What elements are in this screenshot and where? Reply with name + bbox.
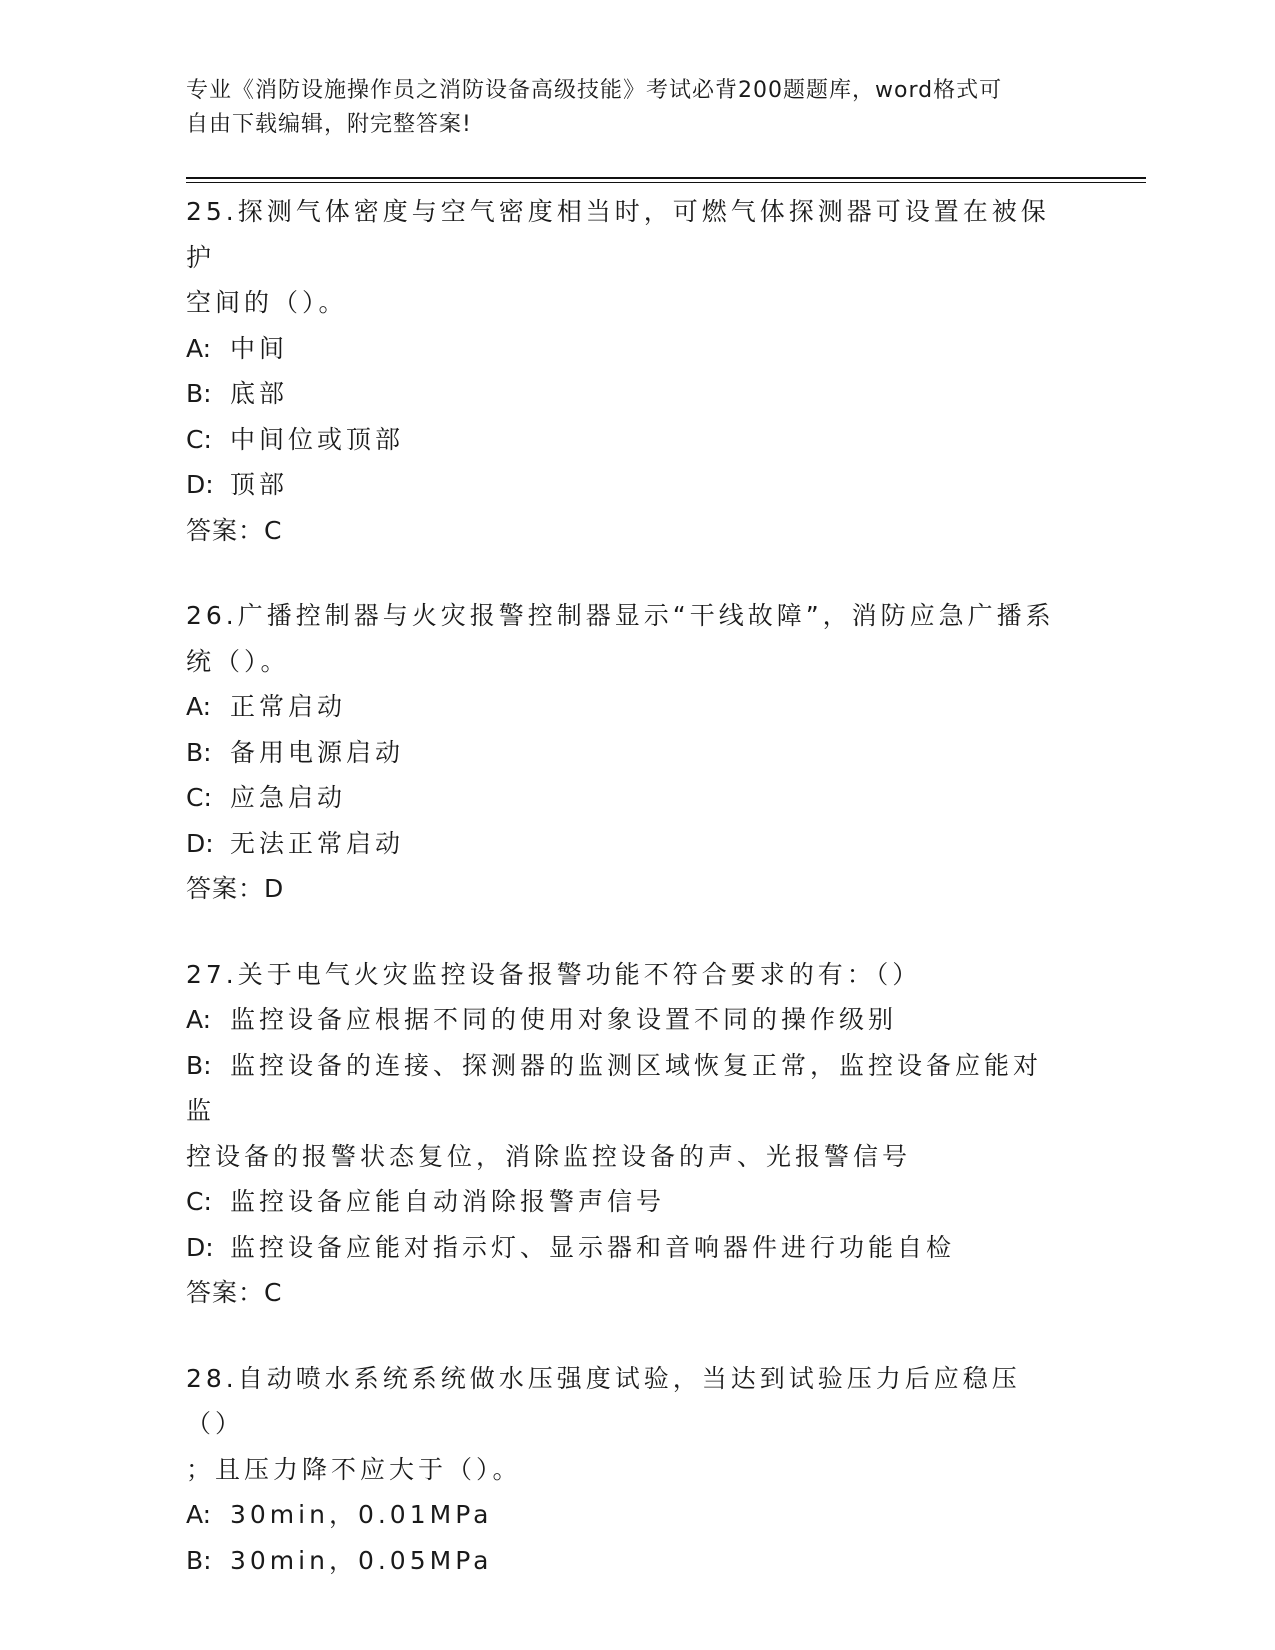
option-b [186,1538,1066,1584]
question-stem: 27.关于电气火灾监控设备报警功能不符合要求的有：（） [186,959,922,989]
header-divider-thick [186,177,1146,179]
answer-line: 答案：C [186,515,283,545]
option-text: 无法正常启动 [230,828,405,858]
question-27 [186,952,1066,1316]
question-stem-continued: 空间的（）。 [186,288,348,317]
option-letter: D: [186,470,214,499]
option-letter: C: [186,424,212,454]
option-b [186,730,1066,776]
option-d [186,462,1066,508]
question-list [186,189,1066,1583]
option-d [186,1225,1066,1271]
option-a [186,997,1066,1043]
document-page [186,0,1146,1650]
option-text: 正常启动 [230,692,347,721]
question-28 [186,1356,1066,1584]
option-b [186,1043,1066,1134]
option-letter: B: [186,379,212,408]
option-a [186,1492,1066,1538]
option-text: 监控设备应能对指示灯、显示器和音响器件进行功能自检 [230,1232,956,1262]
option-text: 30min，0.01MPa [230,1500,493,1529]
option-letter: A: [186,1005,212,1034]
option-text: 监控设备应能自动消除报警声信号 [230,1187,666,1216]
option-b-continued: 控设备的报警状态复位，消除监控设备的声、光报警信号 [186,1141,912,1171]
option-text: 中间位或顶部 [230,424,405,454]
question-stem: 28.自动喷水系统系统做水压强度试验，当达到试验压力后应稳压（） [186,1363,1021,1438]
option-text: 中间 [230,333,289,363]
option-text: 应急启动 [230,783,347,812]
header-divider-thin [186,182,1146,183]
option-letter: D: [186,1232,214,1262]
question-stem: 26.广播控制器与火灾报警控制器显示“干线故障”，消防应急广播系 [186,601,1055,630]
question-26 [186,593,1066,912]
question-stem-continued: ；且压力降不应大于（）。 [186,1454,522,1484]
option-c [186,1179,1066,1225]
option-letter: B: [186,737,212,767]
question-stem: 25.探测气体密度与空气密度相当时，可燃气体探测器可设置在被保护 [186,197,1050,272]
option-letter: B: [186,1050,212,1080]
option-text: 30min，0.05MPa [230,1545,493,1575]
option-a [186,326,1066,372]
option-text: 监控设备应根据不同的使用对象设置不同的操作级别 [230,1005,898,1034]
header-line-1: 专业《消防设施操作员之消防设备高级技能》考试必背200题题库，word格式可 [186,78,1003,103]
option-letter: B: [186,1545,212,1575]
option-text: 底部 [230,379,289,408]
question-stem-continued: 统（）。 [186,646,290,676]
option-letter: C: [186,783,212,812]
option-c [186,417,1066,463]
option-letter: D: [186,828,214,858]
option-c [186,775,1066,821]
option-d [186,821,1066,867]
option-text: 监控设备的连接、探测器的监测区域恢复正常，监控设备应能对监 [186,1050,1043,1125]
option-letter: A: [186,692,212,721]
answer-line: 答案：C [186,1278,283,1307]
header-line-2: 自由下载编辑，附完整答案! [186,112,472,137]
question-25 [186,189,1066,553]
option-a [186,684,1066,730]
option-text: 备用电源启动 [230,737,405,767]
option-letter: A: [186,333,212,363]
option-letter: A: [186,1500,212,1529]
option-letter: C: [186,1187,212,1216]
option-text: 顶部 [230,470,289,499]
answer-line: 答案：D [186,874,285,903]
document-header [186,74,1066,142]
option-b [186,371,1066,417]
